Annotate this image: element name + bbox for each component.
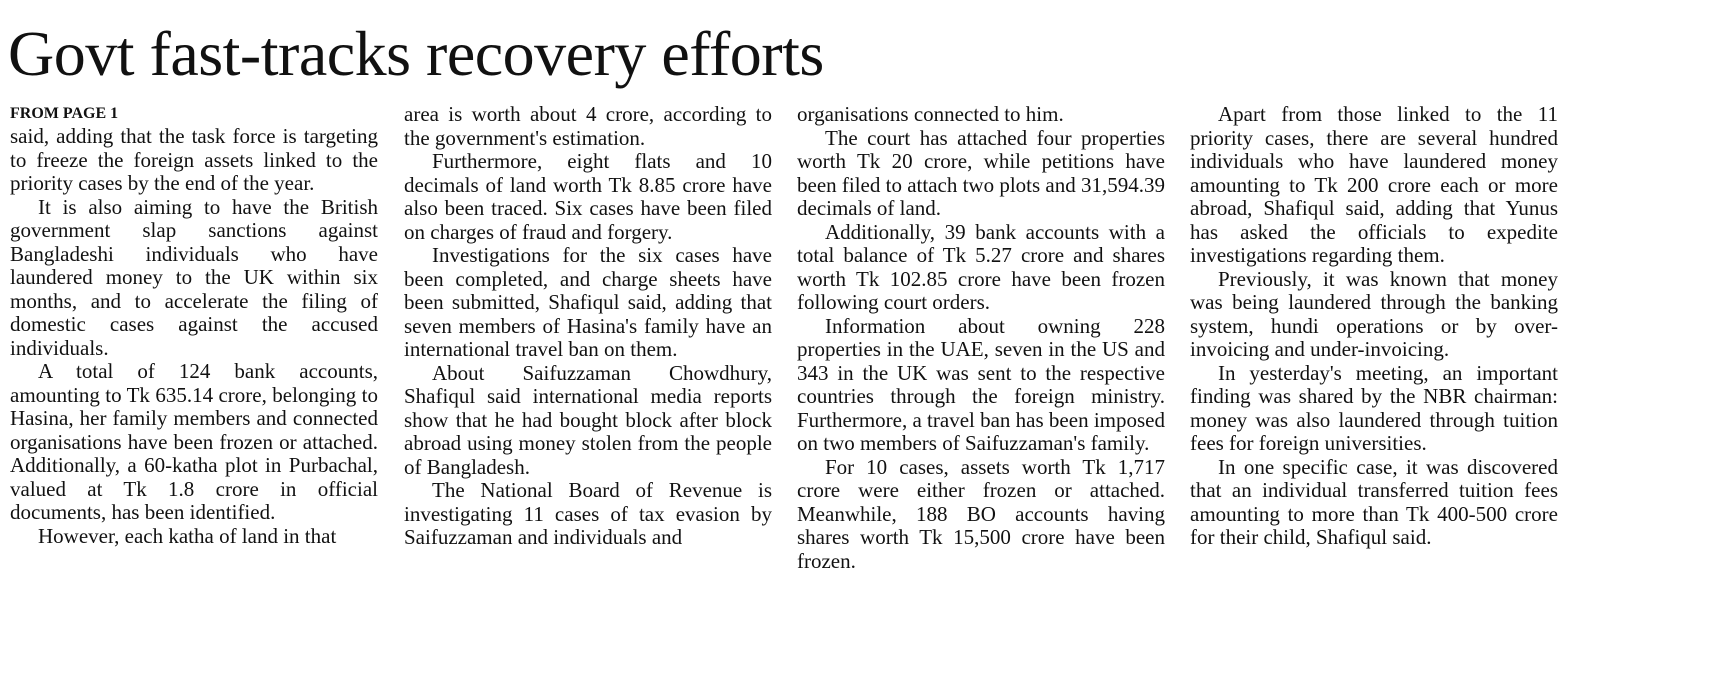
paragraph: Apart from those linked to the 11 priority cases, there are several hundred individuals who have laundered money amounting to Tk 200 crore each or more abroad, Shafiqul said, adding that Yunus has asked the officials to expedite investigations regarding them. bbox=[1190, 102, 1558, 267]
paragraph: Information about owning 228 properties in the UAE, seven in the US and 343 in the UK was sent to the respective countries through the foreign ministry. Furthermore, a travel ban has been imposed on two members of Saifuzzaman's family. bbox=[797, 313, 1165, 455]
paragraph: In yesterday's meeting, an important finding was shared by the NBR chairman: money was also laundered through tuition fees for foreign universities. bbox=[1190, 360, 1558, 455]
paragraph: Additionally, 39 bank accounts with a total balance of Tk 5.27 crore and shares worth Tk 102.85 crore have been frozen following court orders. bbox=[797, 219, 1165, 314]
paragraph: organisations connected to him. bbox=[797, 102, 1064, 126]
paragraph: A total of 124 bank accounts, amounting to Tk 635.14 crore, belonging to Hasina, her family members and connected organisations have been frozen or attached. Additionally, a 60-katha plot in Purbachal, valued at Tk 1.8 crore in official documents, has been identified. bbox=[10, 359, 378, 524]
article-column-3 bbox=[797, 103, 1165, 573]
paragraph: Furthermore, eight flats and 10 decimals of land worth Tk 8.85 crore have also been traced. Six cases have been filed on charges of fraud and forgery. bbox=[404, 149, 772, 244]
article-column-4 bbox=[1190, 103, 1558, 550]
paragraph: area is worth about 4 crore, according to the government's estimation. bbox=[404, 102, 772, 150]
continuation-kicker: FROM PAGE 1 bbox=[10, 105, 119, 122]
paragraph: said, adding that the task force is targeting to freeze the foreign assets linked to the priority cases by the end of the year. bbox=[10, 124, 378, 195]
headline: Govt fast-tracks recovery efforts bbox=[8, 18, 824, 89]
paragraph: In one specific case, it was discovered that an individual transferred tuition fees amounting to more than Tk 400-500 crore for their child, Shafiqul said. bbox=[1190, 454, 1558, 549]
paragraph: The National Board of Revenue is investigating 11 cases of tax evasion by Saifuzzaman and individuals and bbox=[404, 478, 772, 549]
article-column-1 bbox=[10, 103, 378, 548]
paragraph: For 10 cases, assets worth Tk 1,717 crore were either frozen or attached. Meanwhile, 188 BO accounts having shares worth Tk 15,500 crore have been frozen. bbox=[797, 454, 1165, 573]
paragraph: Investigations for the six cases have been completed, and charge sheets have been submitted, Shafiqul said, adding that seven members of Hasina's family have an international travel ban on them. bbox=[404, 243, 772, 361]
paragraph: It is also aiming to have the British government slap sanctions against Bangladeshi individuals who have laundered money to the UK within six months, and to accelerate the filing of domestic cases against the accused individuals. bbox=[10, 194, 378, 360]
paragraph: The court has attached four properties worth Tk 20 crore, while petitions have been filed to attach two plots and 31,594.39 decimals of land. bbox=[797, 125, 1166, 220]
article-column-2 bbox=[404, 103, 772, 550]
paragraph: About Saifuzzaman Chowdhury, Shafiqul said international media reports show that he had bought block after block abroad using money stolen from the people of Bangladesh. bbox=[404, 360, 772, 479]
paragraph: Previously, it was known that money was being laundered through the banking system, hundi operations or by over-invoicing and under-invoicing. bbox=[1190, 266, 1558, 361]
paragraph: However, each katha of land in that bbox=[38, 523, 337, 548]
